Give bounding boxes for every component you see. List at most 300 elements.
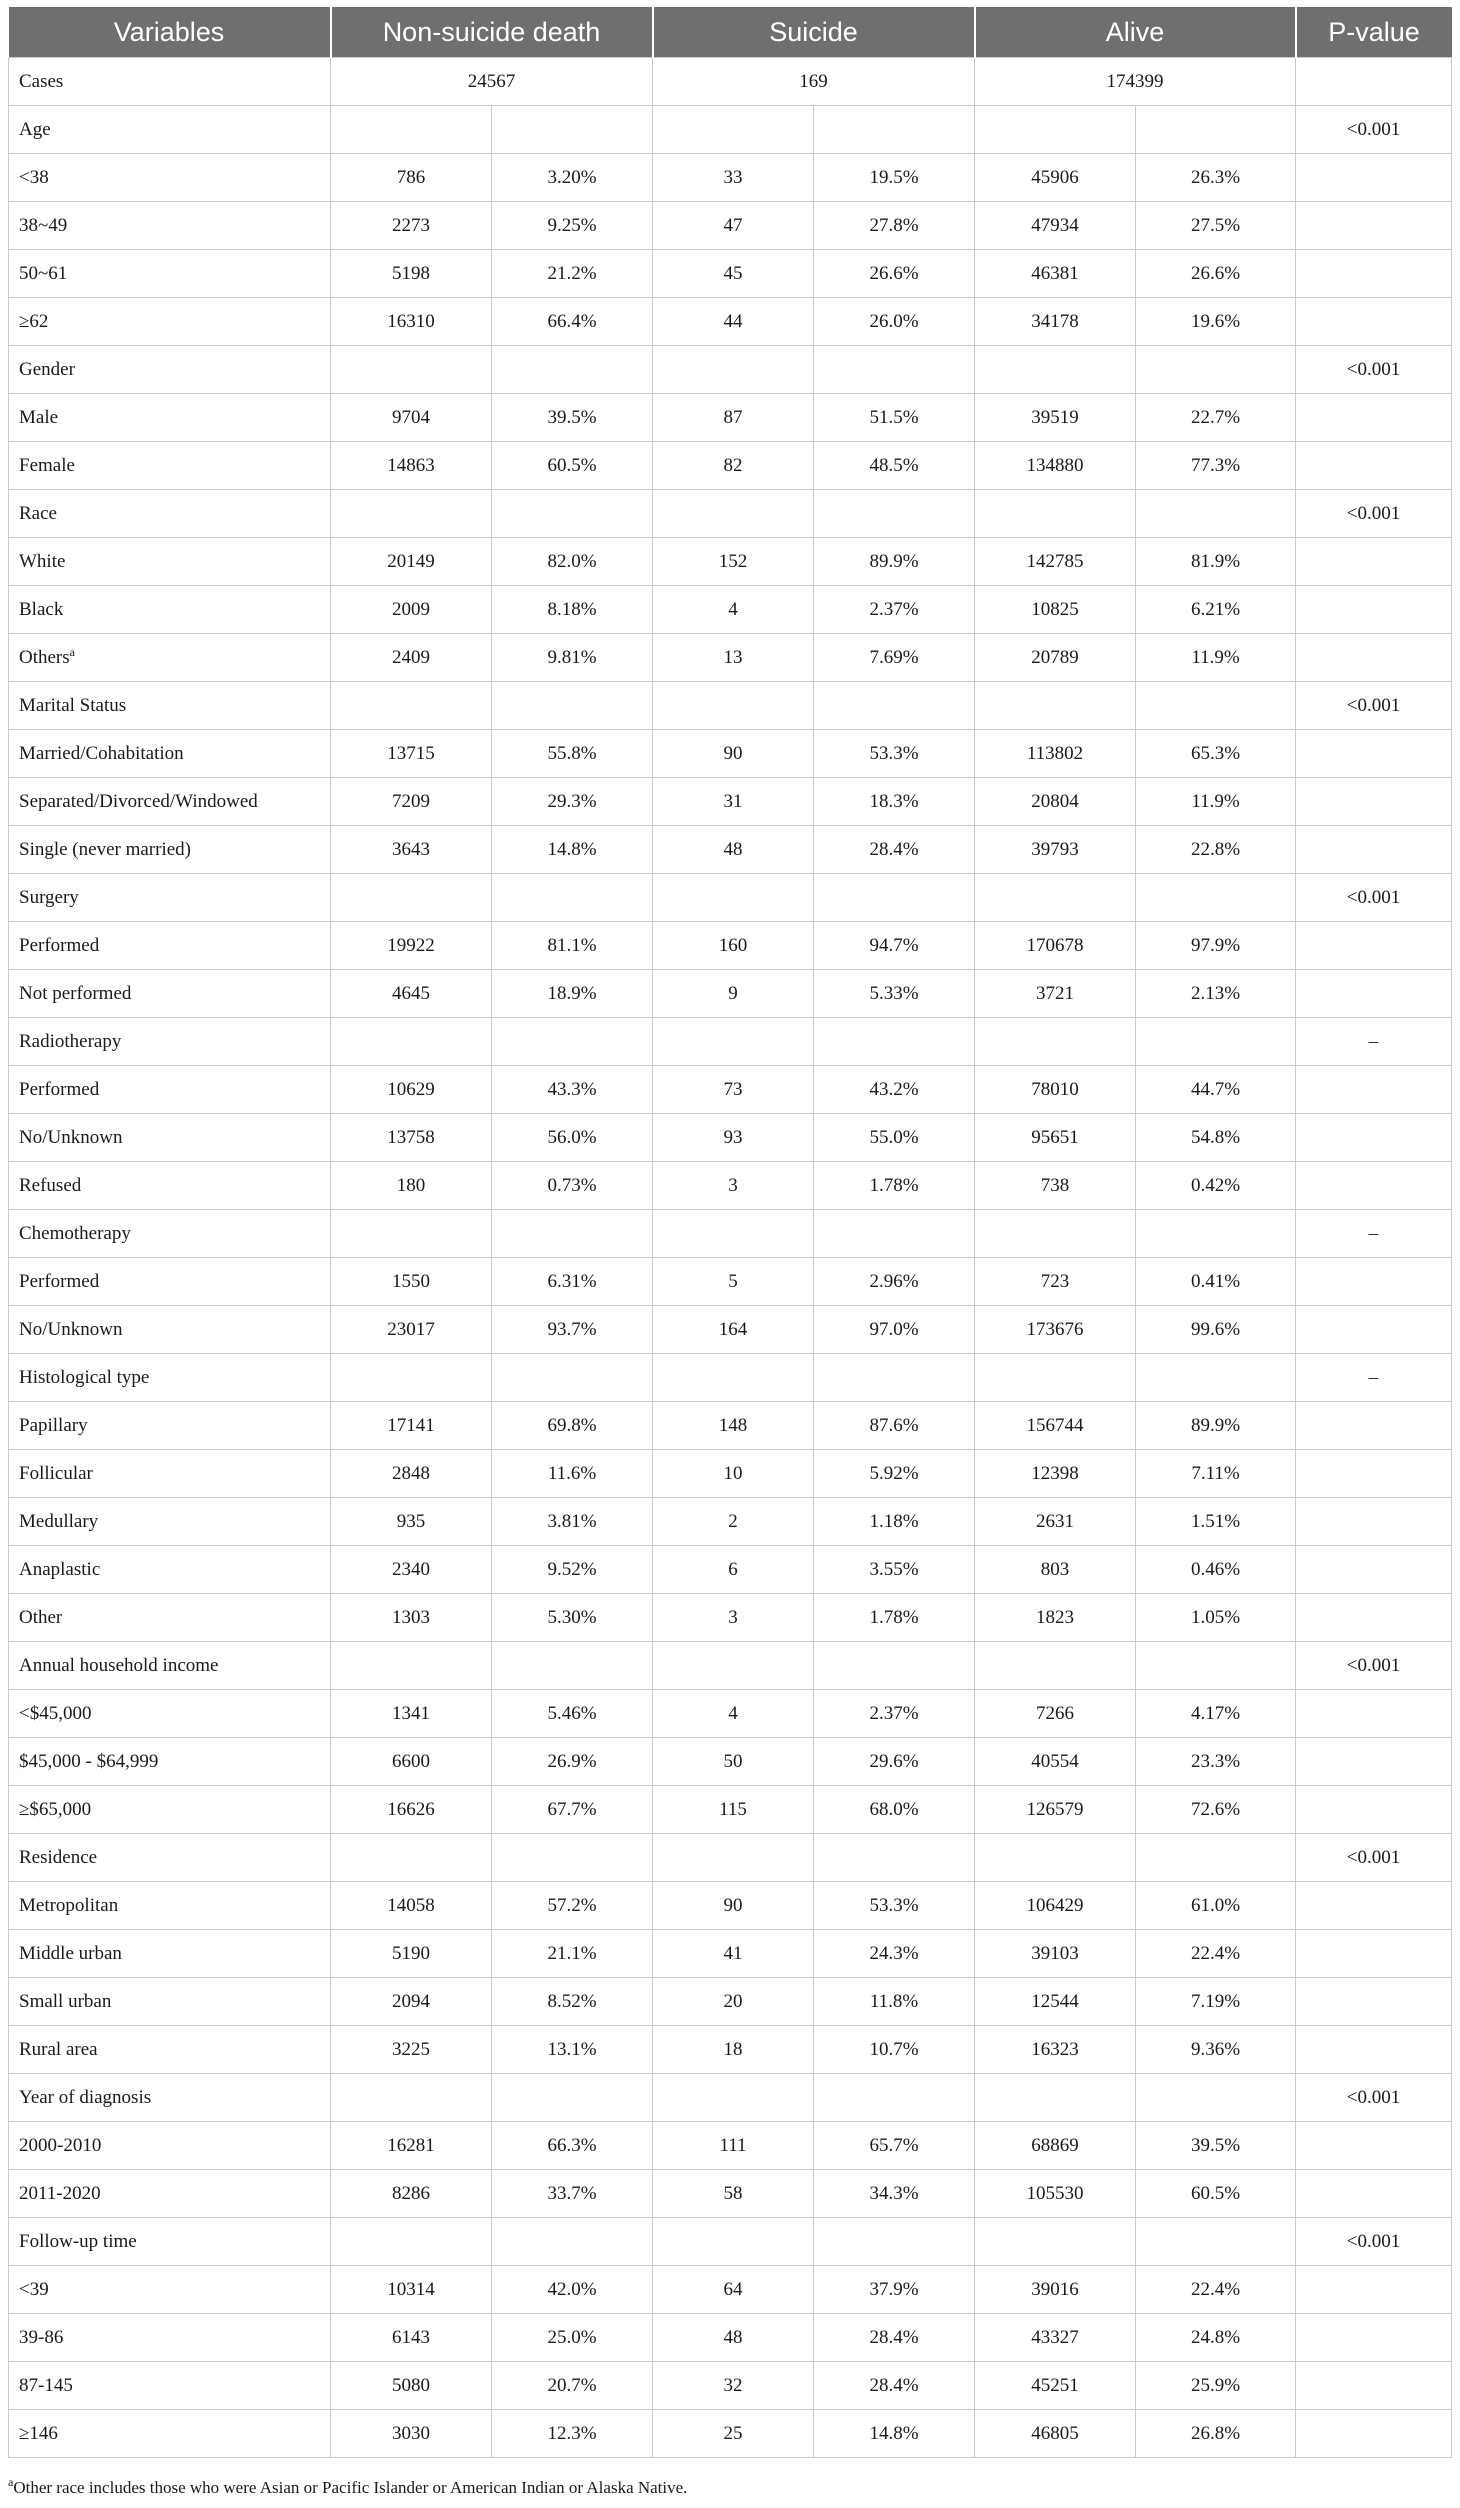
suicide-count: 82 [653,442,814,490]
data-table [8,7,1452,2458]
alive-percent: 1.51% [1136,1498,1296,1546]
row-label-text: <$45,000 [19,1702,92,1724]
p-value-empty [1296,1594,1452,1642]
empty-cell [1136,490,1296,538]
table-row [9,1738,1452,1786]
row-label [9,1450,331,1498]
p-value: <0.001 [1296,874,1452,922]
non-suicide-count: 8286 [331,2170,492,2218]
suicide-percent: 55.0% [814,1114,975,1162]
alive-percent: 22.8% [1136,826,1296,874]
section-header-row [9,346,1452,394]
alive-count: 46805 [975,2410,1136,2458]
alive-count: 803 [975,1546,1136,1594]
empty-cell [975,1210,1136,1258]
empty-cell [1136,1834,1296,1882]
table-row [9,394,1452,442]
empty-cell [653,1018,814,1066]
non-suicide-count: 2409 [331,634,492,682]
empty-cell [653,106,814,154]
row-label [9,970,331,1018]
alive-percent: 24.8% [1136,2314,1296,2362]
suicide-count: 5 [653,1258,814,1306]
row-label-text: 2011-2020 [19,2182,101,2204]
alive-count: 39793 [975,826,1136,874]
suicide-count: 164 [653,1306,814,1354]
p-value-empty [1296,2026,1452,2074]
non-suicide-percent: 9.25% [492,202,653,250]
non-suicide-count: 2340 [331,1546,492,1594]
p-value-empty [1296,2170,1452,2218]
row-label-text: Black [19,598,64,620]
suicide-percent: 26.6% [814,250,975,298]
p-value-empty [1296,922,1452,970]
section-title: Age [9,106,331,154]
alive-count: 39103 [975,1930,1136,1978]
section-title: Chemotherapy [9,1210,331,1258]
cases-suicide: 169 [653,58,975,106]
row-label-text: Performed [19,934,100,956]
p-value: <0.001 [1296,682,1452,730]
non-suicide-count: 16310 [331,298,492,346]
row-label [9,922,331,970]
alive-percent: 61.0% [1136,1882,1296,1930]
empty-cell [492,682,653,730]
header-suicide: Suicide [653,7,975,58]
row-label [9,1786,331,1834]
alive-count: 39519 [975,394,1136,442]
row-label [9,730,331,778]
p-value-empty [1296,1978,1452,2026]
alive-percent: 25.9% [1136,2362,1296,2410]
alive-percent: 97.9% [1136,922,1296,970]
non-suicide-percent: 33.7% [492,2170,653,2218]
suicide-percent: 24.3% [814,1930,975,1978]
non-suicide-count: 14058 [331,1882,492,1930]
non-suicide-count: 935 [331,1498,492,1546]
suicide-count: 87 [653,394,814,442]
empty-cell [814,1642,975,1690]
p-value: <0.001 [1296,1834,1452,1882]
row-label-text: Female [19,454,75,476]
row-label-text: Middle urban [19,1942,122,1964]
non-suicide-percent: 5.46% [492,1690,653,1738]
suicide-count: 9 [653,970,814,1018]
alive-percent: 6.21% [1136,586,1296,634]
p-value-empty [1296,1738,1452,1786]
empty-cell [653,1642,814,1690]
alive-count: 10825 [975,586,1136,634]
row-label [9,1402,331,1450]
empty-cell [975,874,1136,922]
non-suicide-count: 14863 [331,442,492,490]
row-label-text: Others [19,646,70,668]
empty-cell [492,1354,653,1402]
empty-cell [975,1018,1136,1066]
empty-cell [1136,1018,1296,1066]
row-label [9,1546,331,1594]
alive-percent: 65.3% [1136,730,1296,778]
p-value-empty [1296,1930,1452,1978]
suicide-count: 31 [653,778,814,826]
alive-count: 12544 [975,1978,1136,2026]
non-suicide-percent: 12.3% [492,2410,653,2458]
empty-cell [331,346,492,394]
empty-cell [331,874,492,922]
empty-cell [814,490,975,538]
alive-count: 126579 [975,1786,1136,1834]
p-value-empty [1296,1882,1452,1930]
row-label-text: 2000-2010 [19,2134,102,2156]
alive-count: 43327 [975,2314,1136,2362]
table-row [9,1258,1452,1306]
suicide-count: 48 [653,826,814,874]
alive-percent: 27.5% [1136,202,1296,250]
section-title: Residence [9,1834,331,1882]
alive-count: 738 [975,1162,1136,1210]
empty-cell [331,2218,492,2266]
footnote [8,2475,688,2498]
alive-count: 7266 [975,1690,1136,1738]
empty-cell [653,346,814,394]
p-value-empty [1296,1546,1452,1594]
section-header-row [9,2218,1452,2266]
table-row [9,1498,1452,1546]
alive-count: 156744 [975,1402,1136,1450]
alive-count: 40554 [975,1738,1136,1786]
suicide-percent: 1.78% [814,1162,975,1210]
empty-cell [492,1642,653,1690]
section-title: Surgery [9,874,331,922]
p-value: <0.001 [1296,1642,1452,1690]
table-row [9,250,1452,298]
suicide-count: 41 [653,1930,814,1978]
non-suicide-percent: 57.2% [492,1882,653,1930]
section-title: Radiotherapy [9,1018,331,1066]
suicide-count: 32 [653,2362,814,2410]
row-label [9,394,331,442]
alive-count: 142785 [975,538,1136,586]
section-header-row [9,1834,1452,1882]
p-value-empty [1296,1114,1452,1162]
empty-cell [814,2218,975,2266]
non-suicide-count: 3643 [331,826,492,874]
alive-count: 105530 [975,2170,1136,2218]
cases-p-value [1296,58,1452,106]
non-suicide-count: 7209 [331,778,492,826]
non-suicide-percent: 42.0% [492,2266,653,2314]
suicide-count: 2 [653,1498,814,1546]
row-label-text: 39-86 [19,2326,64,2348]
row-label-text: No/Unknown [19,1126,123,1148]
table-row [9,1402,1452,1450]
empty-cell [331,106,492,154]
non-suicide-count: 19922 [331,922,492,970]
table-header-row [9,7,1452,58]
p-value-empty [1296,1690,1452,1738]
alive-percent: 0.46% [1136,1546,1296,1594]
suicide-count: 148 [653,1402,814,1450]
suicide-percent: 65.7% [814,2122,975,2170]
empty-cell [1136,682,1296,730]
table-row [9,2170,1452,2218]
non-suicide-percent: 9.52% [492,1546,653,1594]
p-value-empty [1296,2266,1452,2314]
alive-percent: 9.36% [1136,2026,1296,2074]
table-row [9,922,1452,970]
alive-count: 134880 [975,442,1136,490]
non-suicide-percent: 14.8% [492,826,653,874]
empty-cell [1136,1354,1296,1402]
empty-cell [492,874,653,922]
row-label [9,538,331,586]
p-value: <0.001 [1296,106,1452,154]
suicide-percent: 51.5% [814,394,975,442]
suicide-count: 3 [653,1594,814,1642]
empty-cell [975,682,1136,730]
non-suicide-percent: 8.18% [492,586,653,634]
alive-percent: 39.5% [1136,2122,1296,2170]
alive-count: 45251 [975,2362,1136,2410]
suicide-count: 90 [653,1882,814,1930]
alive-count: 170678 [975,922,1136,970]
alive-count: 106429 [975,1882,1136,1930]
p-value-empty [1296,778,1452,826]
alive-count: 68869 [975,2122,1136,2170]
p-value: <0.001 [1296,490,1452,538]
non-suicide-percent: 93.7% [492,1306,653,1354]
row-label [9,2314,331,2362]
table-row [9,154,1452,202]
suicide-percent: 28.4% [814,2314,975,2362]
alive-percent: 7.11% [1136,1450,1296,1498]
empty-cell [1136,874,1296,922]
table-row [9,1690,1452,1738]
non-suicide-percent: 60.5% [492,442,653,490]
section-header-row [9,1210,1452,1258]
empty-cell [653,2218,814,2266]
non-suicide-percent: 0.73% [492,1162,653,1210]
suicide-percent: 14.8% [814,2410,975,2458]
table-row [9,202,1452,250]
alive-count: 47934 [975,202,1136,250]
table-row [9,970,1452,1018]
non-suicide-percent: 39.5% [492,394,653,442]
non-suicide-percent: 26.9% [492,1738,653,1786]
table-row [9,1786,1452,1834]
suicide-count: 20 [653,1978,814,2026]
empty-cell [975,1354,1136,1402]
empty-cell [1136,2218,1296,2266]
alive-count: 46381 [975,250,1136,298]
row-label-text: Follicular [19,1462,93,1484]
non-suicide-percent: 67.7% [492,1786,653,1834]
non-suicide-count: 9704 [331,394,492,442]
p-value-empty [1296,538,1452,586]
suicide-percent: 28.4% [814,2362,975,2410]
empty-cell [331,1018,492,1066]
suicide-count: 58 [653,2170,814,2218]
row-label [9,1978,331,2026]
empty-cell [814,346,975,394]
non-suicide-count: 4645 [331,970,492,1018]
p-value: – [1296,1210,1452,1258]
suicide-count: 160 [653,922,814,970]
row-label [9,250,331,298]
row-label [9,1738,331,1786]
alive-percent: 26.6% [1136,250,1296,298]
suicide-percent: 89.9% [814,538,975,586]
non-suicide-count: 5198 [331,250,492,298]
p-value-empty [1296,394,1452,442]
suicide-percent: 28.4% [814,826,975,874]
p-value: – [1296,1354,1452,1402]
suicide-percent: 2.96% [814,1258,975,1306]
empty-cell [975,490,1136,538]
footnote-marker: a [69,644,75,659]
section-header-row [9,106,1452,154]
empty-cell [814,106,975,154]
non-suicide-percent: 55.8% [492,730,653,778]
suicide-percent: 26.0% [814,298,975,346]
table-row [9,1114,1452,1162]
row-label-text: Refused [19,1174,82,1196]
p-value-empty [1296,442,1452,490]
suicide-percent: 48.5% [814,442,975,490]
non-suicide-count: 10629 [331,1066,492,1114]
alive-count: 45906 [975,154,1136,202]
alive-count: 3721 [975,970,1136,1018]
empty-cell [814,874,975,922]
section-title: Gender [9,346,331,394]
p-value-empty [1296,1306,1452,1354]
non-suicide-percent: 81.1% [492,922,653,970]
row-label [9,1930,331,1978]
row-label [9,2122,331,2170]
alive-percent: 0.41% [1136,1258,1296,1306]
suicide-percent: 10.7% [814,2026,975,2074]
empty-cell [492,106,653,154]
empty-cell [653,1354,814,1402]
empty-cell [814,1354,975,1402]
p-value-empty [1296,730,1452,778]
empty-cell [653,490,814,538]
non-suicide-count: 16281 [331,2122,492,2170]
alive-count: 34178 [975,298,1136,346]
table-row [9,1882,1452,1930]
alive-percent: 54.8% [1136,1114,1296,1162]
empty-cell [492,2074,653,2122]
table-row [9,2026,1452,2074]
alive-percent: 11.9% [1136,634,1296,682]
p-value-empty [1296,2314,1452,2362]
alive-percent: 99.6% [1136,1306,1296,1354]
row-label [9,778,331,826]
suicide-percent: 87.6% [814,1402,975,1450]
empty-cell [492,1018,653,1066]
alive-percent: 2.13% [1136,970,1296,1018]
table-row [9,730,1452,778]
suicide-count: 44 [653,298,814,346]
p-value-empty [1296,1450,1452,1498]
cases-label: Cases [9,58,331,106]
empty-cell [975,2074,1136,2122]
row-label-text: Performed [19,1078,100,1100]
p-value-empty [1296,1162,1452,1210]
row-label-text: <39 [19,2278,49,2300]
empty-cell [814,682,975,730]
suicide-count: 4 [653,1690,814,1738]
table-row [9,826,1452,874]
section-title: Year of diagnosis [9,2074,331,2122]
table-row [9,2314,1452,2362]
non-suicide-count: 2273 [331,202,492,250]
empty-cell [492,2218,653,2266]
alive-percent: 0.42% [1136,1162,1296,1210]
alive-count: 12398 [975,1450,1136,1498]
non-suicide-percent: 66.3% [492,2122,653,2170]
p-value-empty [1296,154,1452,202]
empty-cell [331,1834,492,1882]
suicide-percent: 19.5% [814,154,975,202]
non-suicide-percent: 21.2% [492,250,653,298]
empty-cell [814,2074,975,2122]
footnote-text: Other race includes those who were Asian or Pacific Islander or American Indian or Alaska Native. [13,2478,688,2497]
empty-cell [814,1834,975,1882]
alive-count: 20804 [975,778,1136,826]
row-label [9,2266,331,2314]
suicide-count: 48 [653,2314,814,2362]
non-suicide-count: 1550 [331,1258,492,1306]
row-label-text: Metropolitan [19,1894,119,1916]
row-label-text: Anaplastic [19,1558,101,1580]
non-suicide-count: 2009 [331,586,492,634]
alive-count: 16323 [975,2026,1136,2074]
row-label-text: Male [19,406,59,428]
non-suicide-percent: 5.30% [492,1594,653,1642]
row-label-text: Not performed [19,982,132,1004]
empty-cell [653,1210,814,1258]
section-title: Histological type [9,1354,331,1402]
empty-cell [1136,346,1296,394]
row-label [9,154,331,202]
row-label [9,298,331,346]
row-label [9,1882,331,1930]
empty-cell [814,1018,975,1066]
row-label [9,1114,331,1162]
p-value-empty [1296,1402,1452,1450]
suicide-count: 10 [653,1450,814,1498]
alive-percent: 7.19% [1136,1978,1296,2026]
suicide-percent: 1.18% [814,1498,975,1546]
row-label-text: Other [19,1606,63,1628]
row-label [9,586,331,634]
cases-row [9,58,1452,106]
table-row [9,634,1452,682]
row-label-text: 38~49 [19,214,68,236]
non-suicide-count: 13758 [331,1114,492,1162]
suicide-percent: 3.55% [814,1546,975,1594]
row-label [9,826,331,874]
empty-cell [653,1834,814,1882]
empty-cell [331,2074,492,2122]
p-value-empty [1296,298,1452,346]
empty-cell [331,1642,492,1690]
p-value-empty [1296,202,1452,250]
p-value-empty [1296,250,1452,298]
p-value-empty [1296,2410,1452,2458]
header-alive: Alive [975,7,1296,58]
